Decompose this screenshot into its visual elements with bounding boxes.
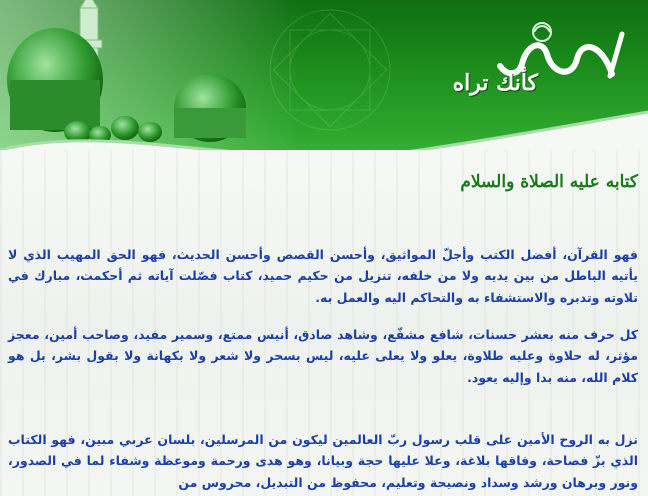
article-paragraph: كل حرف منه بعشر حسنات، شافع مشفّع، وشاهد صادق، أنيس ممتع، وسمير مفيد، وصاحب أمين، معجز مؤثر، له حلاوة وعليه طلاوة، يعلو ولا يعلى عليه، ليس بسحر ولا شعر ولا بكهانة ولا بقول بشر، بل هو كلام الله، منه بدا وإليه يعود.: [8, 326, 638, 385]
header-banner: [0, 0, 648, 170]
banner-subtitle: كأنك تراه: [452, 70, 538, 96]
article-content: [0, 150, 648, 496]
article-paragraph: نزل به الروح الأمين على قلب رسول ربّ العالمين ليكون من المرسلين، بلسان عربي مبين، فهو الكتاب الذي بزّ فصاحة، وفاقها بلاغة، وعلا عليها حجة وبيانا، وهو هدى ورحمة وموعظة وشفاء لما في الصدور، ونور وبرهان ورشد وسداد ونصيحة وتعليم، محفوظ من التبديل، محروس من: [8, 431, 638, 490]
section-heading: كتابه عليه الصلاة والسلام: [460, 172, 638, 192]
article-paragraph: فهو القرآن، أفضل الكتب وأجلّ المواثيق، وأحسن القصص وأحسن الحديث، فهو الحق المهيب الذي لا يأتيه الباطل من بين يديه ولا من خلفه، تنزيل من حكيم حميد، كتاب فصّلت آياته ثم أحكمت، مبارك في تلاوته وتدبره والاستشفاء به والتحاكم اليه والعمل به.: [8, 246, 638, 305]
